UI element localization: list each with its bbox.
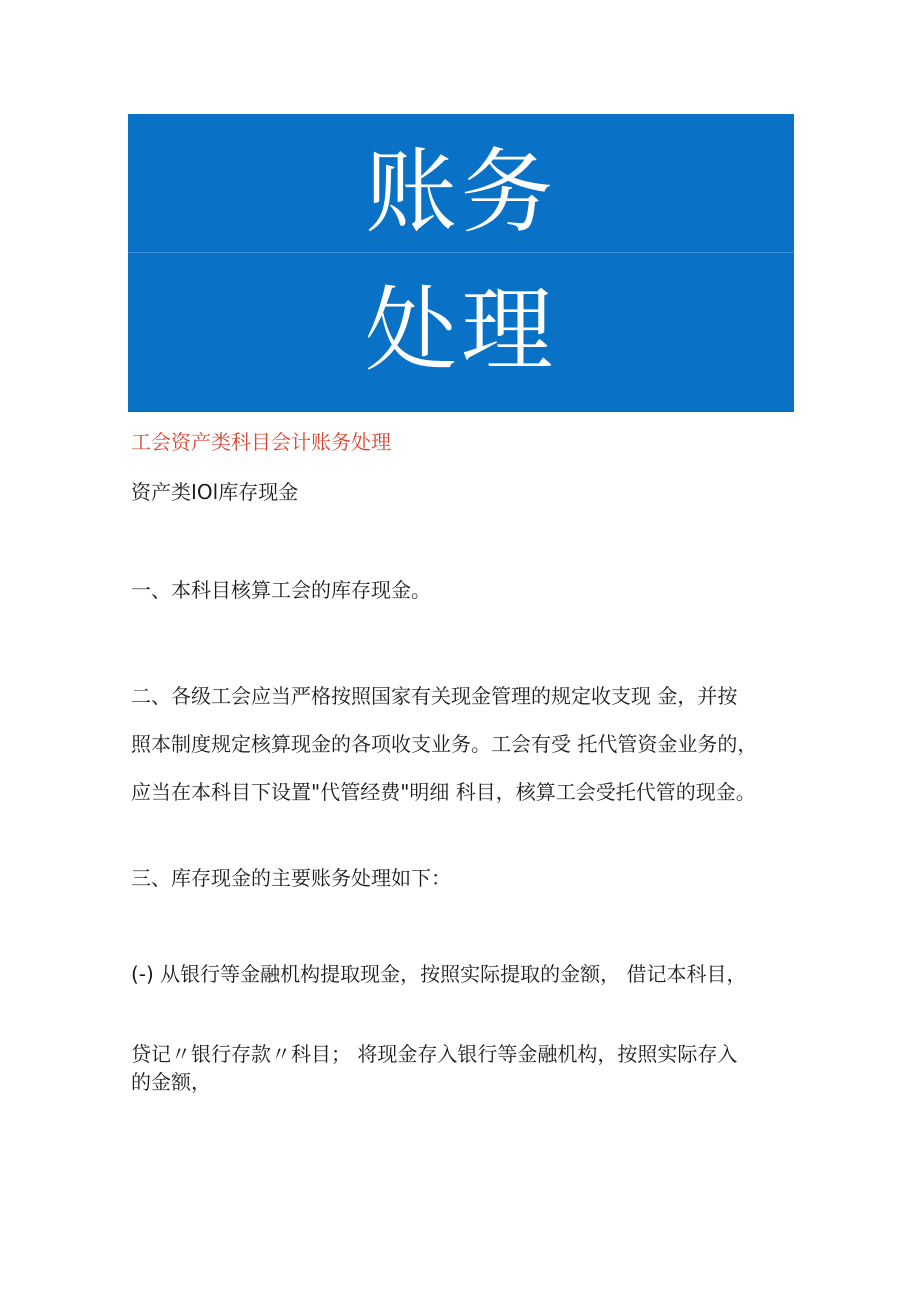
paragraph-4: (-) 从银行等金融机构提取现金，按照实际提取的金额， 借记本科目， [131, 962, 747, 986]
paragraph-1: 一、本科目核算工会的库存现金。 [131, 578, 431, 602]
banner-divider [128, 252, 794, 253]
paragraph-3: 三、库存现金的主要账务处理如下： [131, 866, 451, 890]
banner-line-2: 处理 [364, 277, 557, 384]
paragraph-2 [131, 672, 831, 816]
paragraph-5-line-2: 的金额， [131, 1070, 211, 1094]
paragraph-2-line-1: 二、各级工会应当严格按照国家有关现金管理的规定收支现 金，并按 [131, 684, 738, 708]
paragraph-5-line-1: 贷记〃银行存款〃科目； 将现金存入银行等金融机构，按照实际存入 [131, 1042, 738, 1066]
title-banner [128, 114, 794, 412]
banner-line-1: 账务 [364, 139, 557, 246]
document-subtitle: 资产类IOl库存现金 [131, 480, 299, 504]
paragraph-2-line-3: 应当在本科目下设置"代管经费"明细 科目，核算工会受托代管的现金。 [131, 780, 756, 804]
document-title: 工会资产类科目会计账务处理 [131, 430, 391, 454]
paragraph-2-line-2: 照本制度规定核算现金的各项收支业务。工会有受 托代管资金业务的， [131, 732, 758, 756]
paragraph-5 [131, 1040, 811, 1096]
